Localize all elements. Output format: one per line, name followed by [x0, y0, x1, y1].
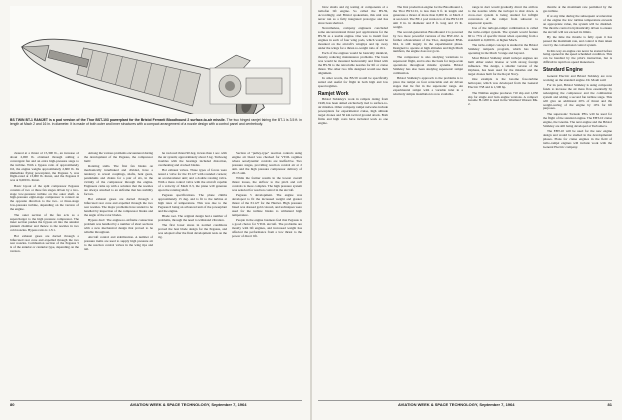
- paragraph: The turbo-ramjet concept is studied in the Bristol Siddeley rampack program, which has been operating in the Mach 3 range and beyond.: [468, 43, 538, 55]
- paragraph: One example is the Gnome free-turbine helicopter, which was developed from the General Electric T58 and is 1,500 hp.: [468, 77, 538, 90]
- paragraph: Section of "pulley-type" reaction controls using engine air bleed was checked for VTOL regimes where aerodynamic controls are ineffective. Two pressure stages, providing reaction control air at 2 atm. and the high pressure compressor delivery of 20.15 atm.: [232, 152, 302, 175]
- paragraph: For its part, Bristol Siddeley is using compound funds to increase the air mass flow essentially by redesigning the compressor and the combustion system and adding a second fan turbine stage. This will give an additional 20% of thrust and the weight-saving of the engine by 10% for lift purposes.: [543, 83, 612, 111]
- paragraph: Blade root. The original design had a number of problems, through the need to withstand vibration.: [158, 214, 227, 222]
- paragraph: In this way an engine can never be started before being opened in the speed scheduled condition. This can be handled by the pilot's instruction, but is difficult in rapid low-speed maneuvers.: [543, 48, 612, 65]
- paragraph: Pegasus 5 development. The engine was developed to fit the increased weight and greater thrust of the P.1127 for the Harrier. High pressure bleed was dressed gold colored, and techniques were used for the turbine blades to withstand high temperature.: [232, 193, 302, 217]
- page-number-left: 80: [10, 402, 15, 407]
- paragraph: Hot exhaust gases are ducted through a bifurcated rear cone and expelled through the two rear nozzles. Combustion section of the Pegasus 5 is of the annular or cannular type, depending on the version.: [10, 233, 79, 254]
- figure-caption: [10, 118, 302, 148]
- left-page-columns: [10, 152, 302, 400]
- right-column-2: [393, 6, 463, 400]
- paragraph: The outer section of the fan acts as a supercharger to the high pressure compressor. The inner section pushes the bypass air into the annular plenum chamber and thence to the nozzles in two cold nozzles. Bypass ratio is 1.3:1.: [10, 212, 79, 233]
- page-gutter: [310, 0, 312, 420]
- paragraph: Each of the engines would be basically identical, thereby reducing maintenance problems. The basis was would be mounted horizontally and fitted with the BS.59 to the retractable nozzles for lift or cruise thrust. The other two lifts designed would use their alignment.: [318, 50, 388, 75]
- paragraph: throttle at the maximum rate permitted by the gas turbine.: [543, 6, 612, 13]
- paragraph: Aircraft control and stabilization. A number of pressure items are used to supply high pressure air to the reaction control valves in the wing tips and tail.: [84, 235, 153, 251]
- paragraph: Bristol Siddeley's approach to the problems is to place the ramjet on four retractable and air driven stages that lie flat in the supersonic range. An experimental ramjet with a variable inlet in a relatively simple installation is now available.: [393, 75, 463, 96]
- left-column-1: [10, 152, 79, 400]
- page-number-right: 81: [607, 402, 612, 407]
- paragraph: Hot exhaust valves. Three types of forces were tested a valve for the P.1127 with rounded corners; an accelerometer unit; and a double rotating valve. With a mass control valve with the aircraft capable of a velocity of Mach 0.3, the plane will generate upon the rotating shaft.: [158, 168, 227, 192]
- paragraph: Among the various problems encountered during the development of the Pegasus, the compressor built:: [84, 152, 153, 163]
- paragraph: The compressor is also studying variations to supersonic flight, and is also the basis for large-scale operations throughout missile systems. Bristol Siddeley has also been studying supersonic ramjet combustion.: [393, 54, 463, 75]
- paragraph: The first production engine for the Bloodhound 1, the Thor BST-101, is less than 9 ft. in length and generates a thrust of more than 6,000 lb. at Mach 2 at sea level. The BT-1 pod version is of the BST-103 unit 9 in. in diameter and 8 ft. long and 15 lb. weight.: [393, 6, 463, 29]
- paragraph: Rotating stalls. The first fan blades on mechanically interlinked and divided, have a tendency to reveal couplings, shafts, bent gears, pendulums and chains for a pair of six, in the vicinity of the compressor through the engine. Engineers came up with a solution that the nozzles are always attached to an airframe that has stability factors.: [84, 164, 153, 196]
- ramjet-cutaway-illustration: [10, 6, 302, 114]
- right-page-columns: [318, 6, 612, 400]
- paragraph: If at any time during the subsequent acceleration of the engine the low turbine temperature exceeds an appropriate value, the system will be disabled. The throttle control is hydraulically driven to ensure the aircraft will not exceed its limits.: [543, 14, 612, 34]
- caption-body: The two hinged ramjet fairing the BT-1 is 3.5 ft. in length at Mach 2 and 16 in. in diameter. It is made of both outer and inner structures with a compact arrangement of a nozzle design with a control panel and centrebody.: [10, 118, 302, 127]
- left-column-3: [158, 152, 227, 400]
- paragraph: General Electric and Bristol Siddeley are now working on the standard engine. Dr. Moult said:: [543, 73, 612, 82]
- paragraph: Use of the turbojet-ramjet combination is called the turbo-ramjet system. The system would feature 60 to 75% of specific thrust when operating from a standstill to 6,000 lb. at higher Mach.: [468, 26, 538, 42]
- ramjet-cutaway-icon: [10, 6, 302, 114]
- paragraph: The supersonic Tornado PEG will be used for the flight of the standard engine. The EBT-10 cruise engine, the Gnome. The next engine and the Bristol Siddeley are still being developed at Turbomeca.: [543, 111, 612, 128]
- paragraph: cleared at a thrust of 15,300 lb., an increase of about 2,000 lb. obtained through adding a convergent fan and an extra high-pressure stage to the turbine. With a bypass ratio of approximately 0.6, the engine weighs approximately 2,600 lb. Its immediate flying powerplant, the Pegasus 5, was flight-rated at 13,000 lb. thrust, and the Pegasus 6 was at 9,000 lb. thrust.: [10, 152, 79, 183]
- paragraph: Pegasus specifications. The plane climbs approximately 15 deg. and is fit to the turbine at high rates of temperature. This was due to the Pegasus 6 being an advanced unit of the powerplant and the engine.: [158, 193, 227, 213]
- paragraph: Most Bristol Siddeley small turbojet engines are built either under license or with strong foreign influence. The design, a smaller version of the Orpheus, has been used for the missiles and the target drones built for the Royal Navy.: [468, 56, 538, 76]
- paragraph: While the former results in the lowest overall thrust losses, the airflow to the pitch and roll controls is more complex. The high pressure system was selected for reaction control in the aircraft.: [232, 175, 302, 192]
- left-page: [10, 6, 302, 411]
- paragraph: Nevertheless, company engineers concluded some unconventional thrust port applications for the BS.59 as a usable engine. One was to install four engines in each of four wing pods, which would be mounted on the aircraft's wingtips and tip away under the wings for a thrust-to-weight ratio of 16:1.: [318, 26, 388, 50]
- left-column-2: [84, 152, 153, 400]
- paragraph: Bristol Siddeley's work in ramjets dating from 1948, has been aimed exclusively tied to surface-to-air missiles. Other company ramjet networks include powerplants for experimental cruise, high altitude target drones and 50 km tactical ground attack. Both firms and high costs have included work as one engine.: [318, 97, 388, 125]
- publication-footer-left: AVIATION WEEK & SPACE TECHNOLOGY, September 7, 1964: [130, 402, 247, 407]
- section-heading-standard-engine: Standard Engine: [543, 67, 583, 74]
- paragraph: he vectored thrust 90 deg. in less than 1 sec. with the air system; approximately about 3 kg. Turboeng troubles with the bearings included distortion, overheating and cracked blades.: [158, 152, 227, 167]
- right-column-4: [543, 6, 612, 400]
- paragraph: The first lower stress in normal conditions proved the best blade design for the Pegasus, and was adopted after the final development tests on the rig.: [158, 223, 227, 240]
- right-column-1: [318, 6, 388, 400]
- left-page-footer: [10, 400, 302, 409]
- paragraph: The EBT-10 will be used for the new engine design and would be studied in the developmental phases. Plans for cruise engines in the field of turbo-ramjet engines will include work with the General Electric company.: [543, 128, 612, 149]
- paragraph: Bypass duct: The engine-to-airframe connection problem was handled by a number of short sections with a new mechanical design that proved to be reliable throughout.: [84, 218, 153, 234]
- paragraph: By the time the throttle is fully open it has passed the maximum rate, and control is then taken over by the conventional control system.: [543, 35, 612, 48]
- left-column-4: [232, 152, 302, 400]
- paragraph: Basic layout of the split compressor Pegasus consists of two or three fan stages driven by a two-stage low-pressure turbine on the outer shaft. A high-pressure eight-stage compressor is rotated on the opposite direction to the two- or three-stage low-pressure turbine, depending on the version of the engine.: [10, 183, 79, 212]
- paragraph: The second-generation Bloodhound 2 is powered by two more powerful versions of the BST-102. A further advancement of the Thor, designated BSR-624, is still largely in the experimental phase. Designed to operate at high altitudes and high Mach numbers, the engine does not go in.: [393, 29, 463, 54]
- paragraph: In other words, the BS.59 would be specifically suited and useful for flight in both high and low speed regimes.: [318, 75, 388, 88]
- caption-lead: BS TWIN BT-1 RAMJET is a pod version of the Thor BST-103 powerplant for the Bristol Ferranti Bloodhound 2 surface-to-air missile.: [10, 118, 226, 122]
- paragraph: range in duct would gradually divert the airflow to the nozzles while the turbojet is shut down. A cross-over system is being studied for inflight conversion of the ramjet from subsonic to supersonic speeds.: [468, 6, 538, 25]
- publication-footer-right: AVIATION WEEK & SPACE TECHNOLOGY, September 7, 1964: [398, 402, 515, 407]
- right-page: [318, 6, 612, 411]
- section-heading-ramjet-work: Ramjet Work: [318, 90, 349, 97]
- paragraph: blow shafts and rig testing of components of a turbofan lift engine. So called the BS.59, Accordingly, and Bristol spokesman, this unit was never run as a fully integrated prototype and has since been shelved.: [318, 6, 388, 25]
- paragraph: Hot exhaust gases are ducted through a bifurcated rear cone and expelled through the two rear nozzles. The major problems have tended to be handled by inspection of the compressor blades and the angle of the rotor blades.: [84, 196, 153, 217]
- right-column-3: [468, 6, 538, 400]
- right-page-footer: [318, 400, 612, 409]
- paragraph: People in the engine business feel that Pegasus is a good choice for VTOL aircraft. The problems are mostly with lift engines, and increased weight has affected the performance from a low thrust to the power of direct lift.: [232, 218, 302, 238]
- paragraph: The Nimbus engine produces 710 shp and 1,050 shp for single and twin engine versions. A compact Gnome H-1200 is used in the Westland Wessex Mk. 2.: [468, 90, 538, 107]
